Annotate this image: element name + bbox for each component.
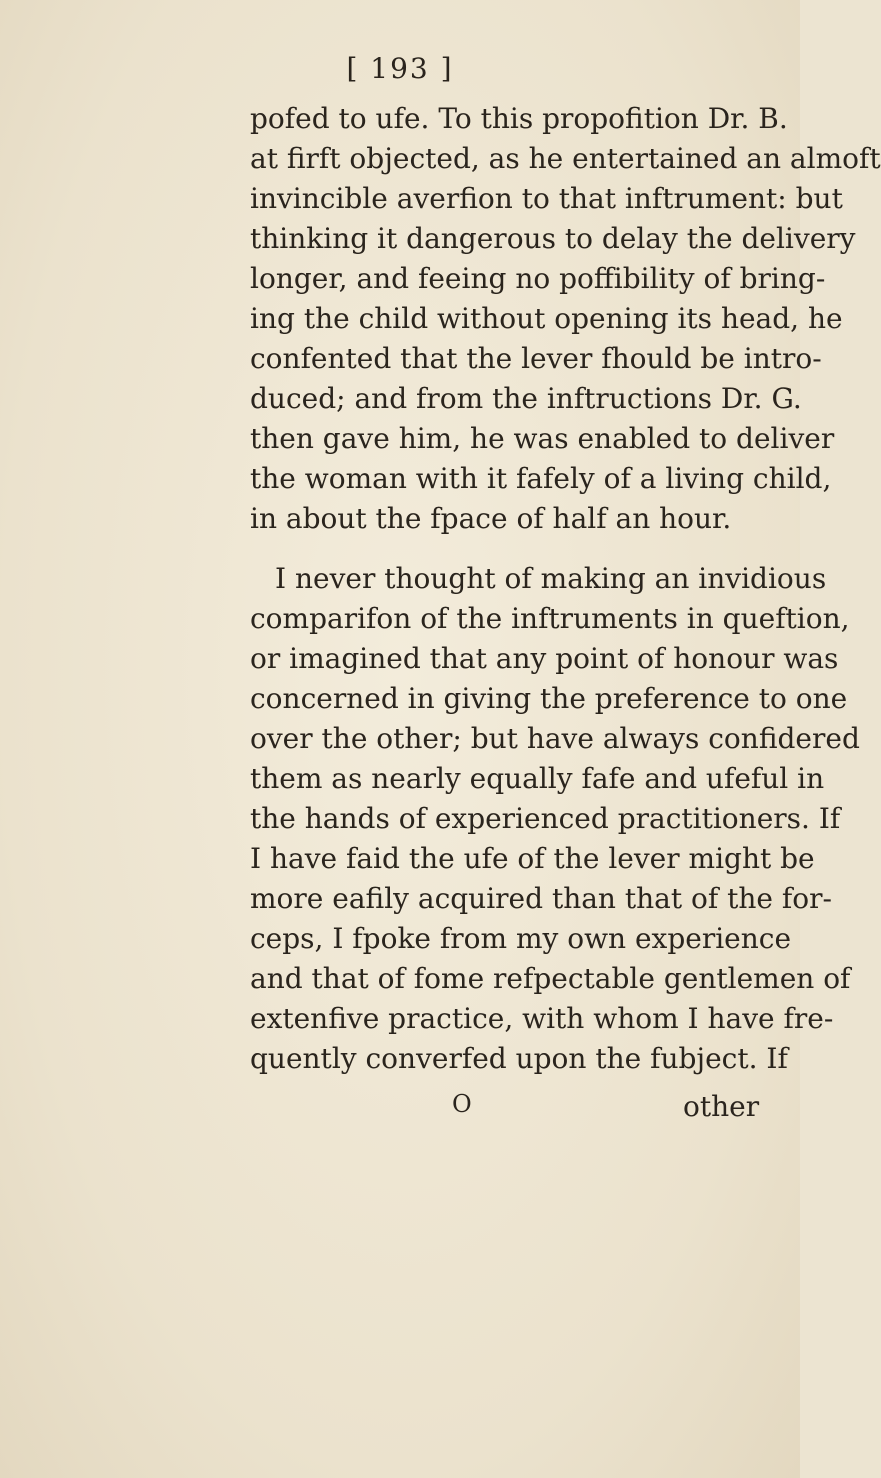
text-line: and that of fome refpectable gentlemen of	[250, 962, 851, 995]
text-line: in about the fpace of half an hour.	[250, 502, 732, 535]
signature-mark: O	[452, 1090, 472, 1118]
text-line: confented that the lever fhould be intro-	[250, 342, 822, 375]
text-line: invincible averfion to that inftrument: but	[250, 182, 843, 215]
text-line: over the other; but have always confidered	[250, 722, 860, 755]
text-line: I have faid the ufe of the lever might be	[250, 842, 815, 875]
text-line: I never thought of making an invidious	[275, 562, 827, 595]
text-line: them as nearly equally fafe and ufeful in	[250, 762, 825, 795]
text-line: or imagined that any point of honour was	[250, 642, 839, 675]
text-line: concerned in giving the preference to one	[250, 682, 848, 715]
text-line: the hands of experienced practitioners. If	[250, 802, 841, 835]
text-line: more eafily acquired than that of the for-	[250, 882, 832, 915]
page-number-header: [ 193 ]	[346, 52, 454, 85]
text-line: the woman with it fafely of a living child,	[250, 462, 832, 495]
text-line: at firft objected, as he entertained an almoft	[250, 142, 881, 175]
text-line: then gave him, he was enabled to deliver	[250, 422, 835, 455]
text-line: extenfive practice, with whom I have fre-	[250, 1002, 834, 1035]
text-line: ing the child without opening its head, he	[250, 302, 843, 335]
catchword: other	[683, 1090, 760, 1123]
text-line: longer, and feeing no poffibility of bring-	[250, 262, 826, 295]
text-line: ceps, I fpoke from my own experience	[250, 922, 792, 955]
text-line: pofed to ufe. To this propofition Dr. B.	[250, 102, 788, 135]
text-line: quently converfed upon the fubject. If	[250, 1042, 788, 1075]
text-line: comparifon of the inftruments in queftion,	[250, 602, 850, 635]
text-line: duced; and from the inftructions Dr. G.	[250, 382, 802, 415]
text-line: thinking it dangerous to delay the delivery	[250, 222, 856, 255]
